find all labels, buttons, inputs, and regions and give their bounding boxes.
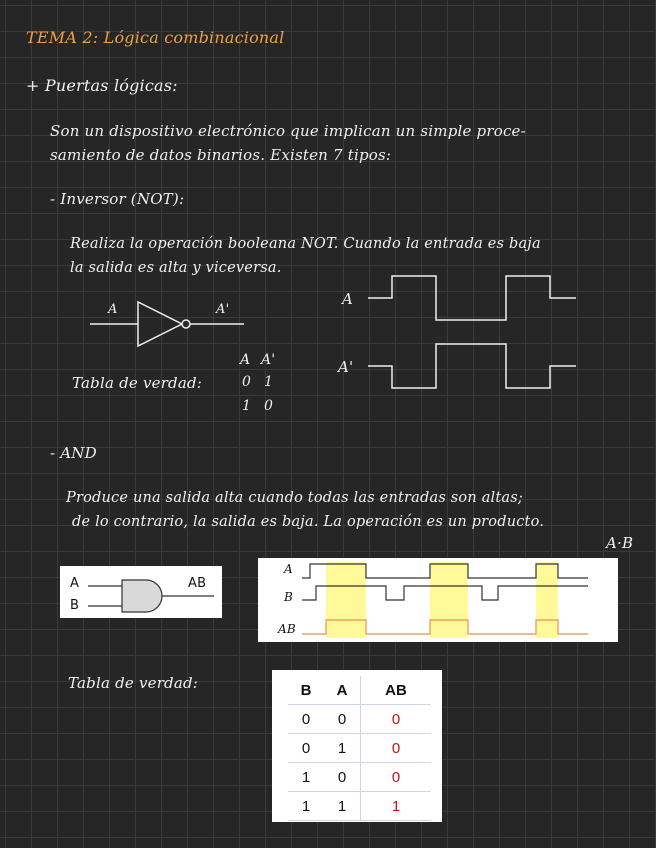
and-tt-cell: 1 (324, 734, 361, 763)
not-tt-header-a-prime: A' (261, 352, 276, 368)
and-wave-label-ab: AB (278, 622, 296, 636)
and-tt-cell: 1 (288, 792, 324, 821)
and-timing-panel (258, 558, 618, 642)
and-output-label: AB (188, 576, 207, 591)
not-wave-label-a: A (342, 290, 354, 308)
not-description-1: Realiza la operación booleana NOT. Cuando la entrada es baja (70, 236, 541, 252)
and-product-note: A·B (606, 534, 634, 552)
and-tt-cell: 1 (288, 763, 324, 792)
and-input-b-label: B (70, 598, 80, 613)
and-timing-diagram (258, 558, 618, 642)
not-wave-label-a-prime: A' (338, 358, 354, 376)
not-input-label: A (108, 302, 118, 317)
not-waveform-a-prime (368, 344, 588, 394)
and-gate-symbol (60, 566, 222, 618)
not-tt-r1-a-prime: 1 (264, 374, 274, 390)
table-row (288, 792, 431, 821)
table-row (288, 763, 431, 792)
and-tt-output-cell: 0 (361, 705, 432, 734)
table-row (288, 705, 431, 734)
and-tt-cell: 0 (324, 763, 361, 792)
not-truth-table-label: Tabla de verdad: (72, 374, 203, 392)
not-tt-header-a: A (240, 352, 251, 368)
and-wave-label-b: B (284, 590, 294, 604)
table-row (288, 734, 431, 763)
not-description-2: la salida es alta y viceversa. (70, 260, 282, 276)
and-tt-cell: 0 (288, 705, 324, 734)
and-wave-label-a: A (284, 562, 293, 576)
not-output-label: A' (216, 302, 230, 317)
and-tt-header-a: A (324, 676, 361, 705)
and-truth-table-label: Tabla de verdad: (68, 674, 199, 692)
and-gate-panel (60, 566, 222, 618)
and-tt-cell: 0 (324, 705, 361, 734)
and-description-2: de lo contrario, la salida es baja. La operación es un producto. (72, 514, 545, 530)
not-waveform-a (368, 276, 588, 316)
and-tt-output-cell: 1 (361, 792, 432, 821)
not-tt-r1-a: 0 (242, 374, 252, 390)
and-tt-output-cell: 0 (361, 763, 432, 792)
and-truth-table (272, 670, 442, 822)
page-title: TEMA 2: Lógica combinacional (26, 28, 285, 47)
and-tt-cell: 0 (288, 734, 324, 763)
not-tt-r2-a: 1 (242, 398, 252, 414)
not-heading: - Inversor (NOT): (50, 190, 185, 208)
and-tt-cell: 1 (324, 792, 361, 821)
section-heading: + Puertas lógicas: (26, 76, 178, 95)
and-tt-output-cell: 0 (361, 734, 432, 763)
and-input-a-label: A (70, 576, 80, 591)
and-heading: - AND (50, 444, 97, 462)
and-tt-header-ab: AB (361, 676, 432, 705)
intro-line-2: samiento de datos binarios. Existen 7 tipos: (50, 146, 392, 164)
and-description-1: Produce una salida alta cuando todas las entradas son altas; (66, 490, 523, 506)
and-tt-header-b: B (288, 676, 324, 705)
intro-line-1: Son un dispositivo electrónico que implican un simple proce- (50, 122, 526, 140)
not-tt-r2-a-prime: 0 (264, 398, 274, 414)
